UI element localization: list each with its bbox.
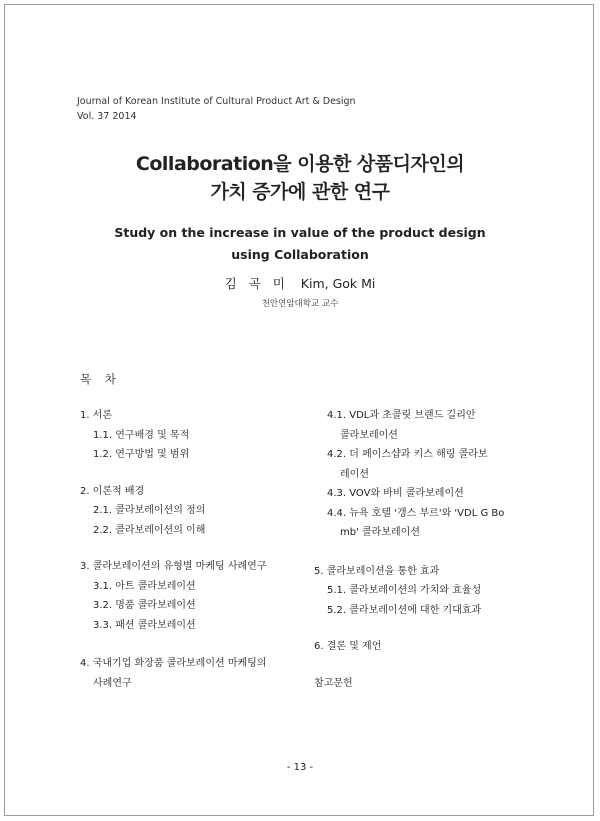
toc-entry: 1. 서론 — [80, 410, 113, 421]
toc-entry: 5. 콜라보레이션을 통한 효과 — [314, 565, 440, 577]
toc-entry: 3.1. 아트 콜라보레이션 — [93, 580, 196, 592]
toc-entry: 4. 국내기업 화장품 콜라보레이션 마케팅의 — [80, 658, 267, 669]
journal-header — [77, 94, 356, 124]
english-title — [0, 222, 600, 266]
toc-entry: 4.3. VOV와 바비 콜라보레이션 — [327, 488, 464, 499]
author-name-en: Kim, Gok Mi — [300, 276, 376, 291]
toc-left-column — [80, 406, 300, 693]
toc-entry: 1.1. 연구배경 및 목적 — [93, 429, 190, 441]
toc-heading: 목 차 — [80, 372, 121, 386]
toc-entry: 2.2. 콜라보레이션의 이해 — [93, 524, 206, 536]
page-number: - 13 - — [286, 762, 314, 773]
toc-entry: 3.2. 명품 콜라보레이션 — [93, 600, 196, 611]
journal-volume: Vol. 37 2014 — [77, 111, 137, 122]
toc-entry-continued: 콜라보레이션 — [340, 429, 398, 441]
toc-entry-continued: 레이션 — [340, 468, 369, 480]
toc-entry: 참고문헌 — [314, 677, 353, 689]
korean-title — [0, 150, 600, 206]
toc-entry: 4.2. 더 페이스샵과 키스 해링 콜라보 — [327, 449, 488, 460]
author-affiliation: 천안연암대학교 교수 — [261, 299, 339, 309]
toc-entry: 6. 결론 및 제언 — [314, 641, 382, 652]
korean-title-line1: Collaboration을 이용한 상품디자인의 — [135, 153, 465, 175]
toc-entry: 4.1. VDL과 초콜릿 브랜드 길리안 — [327, 410, 476, 421]
toc-entry-continued: 사례연구 — [93, 677, 132, 689]
toc-entry: 2.1. 콜라보레이션의 정의 — [93, 505, 206, 516]
toc-entry: 5.2. 콜라보레이션에 대한 기대효과 — [327, 604, 482, 616]
toc-entry: 5.1. 콜라보레이션의 가치와 효율성 — [327, 585, 482, 596]
english-title-line2: using Collaboration — [231, 247, 369, 262]
toc-entry: 3.3. 패션 콜라보레이션 — [93, 619, 196, 631]
author-name-ko: 김 곡 미 — [224, 276, 289, 291]
toc-entry: 4.4. 뉴욕 호텔 '갱스 부르'와 'VDL G Bo — [327, 507, 505, 519]
english-title-line1: Study on the increase in value of the product design — [114, 225, 486, 240]
toc-right-column — [314, 406, 544, 693]
toc-entry: 2. 이론적 배경 — [80, 485, 145, 497]
korean-title-line2: 가치 증가에 관한 연구 — [210, 181, 390, 203]
toc-entry: 1.2. 연구방법 및 범위 — [93, 449, 190, 460]
journal-name: Journal of Korean Institute of Cultural Product Art & Design — [77, 96, 356, 107]
author-line — [0, 274, 600, 292]
toc-entry: 3. 콜라보레이션의 유형별 마케팅 사례연구 — [80, 561, 267, 572]
toc-entry-continued: mb' 콜라보레이션 — [340, 527, 420, 538]
